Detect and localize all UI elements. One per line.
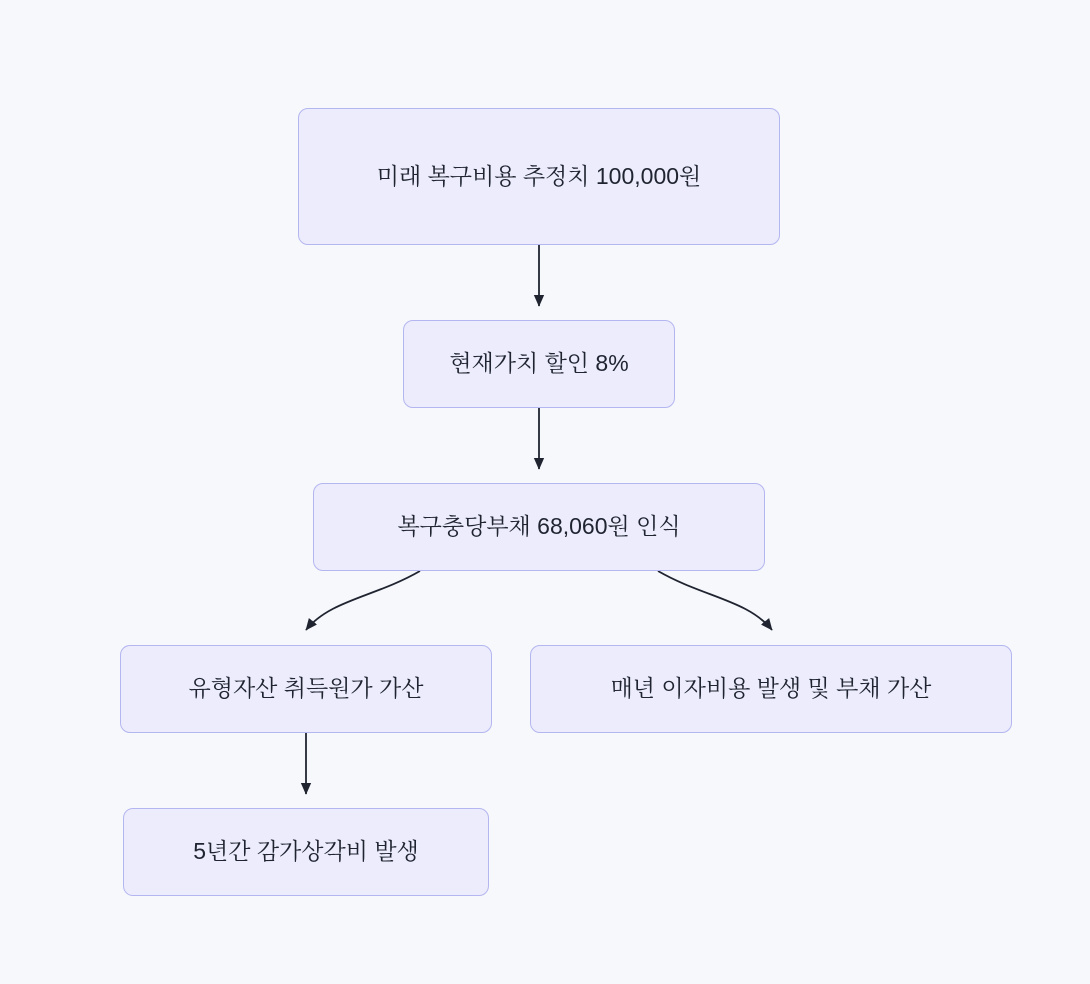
edge-liability-to-interest xyxy=(658,571,772,630)
node-interest-label: 매년 이자비용 발생 및 부채 가산 xyxy=(610,675,932,702)
node-depreciation[interactable] xyxy=(123,808,489,896)
node-liability-label: 복구충당부채 68,060원 인식 xyxy=(397,513,681,540)
node-future-cost[interactable] xyxy=(298,108,780,245)
node-depreciation-label: 5년간 감가상각비 발생 xyxy=(193,838,419,865)
node-liability[interactable] xyxy=(313,483,765,571)
node-asset-cost[interactable] xyxy=(120,645,492,733)
edge-liability-to-asset-cost xyxy=(306,571,420,630)
node-interest[interactable] xyxy=(530,645,1012,733)
node-future-cost-label: 미래 복구비용 추정치 100,000원 xyxy=(376,162,702,189)
node-discount[interactable] xyxy=(403,320,675,408)
node-asset-cost-label: 유형자산 취득원가 가산 xyxy=(188,675,424,702)
node-discount-label: 현재가치 할인 8% xyxy=(449,350,629,377)
